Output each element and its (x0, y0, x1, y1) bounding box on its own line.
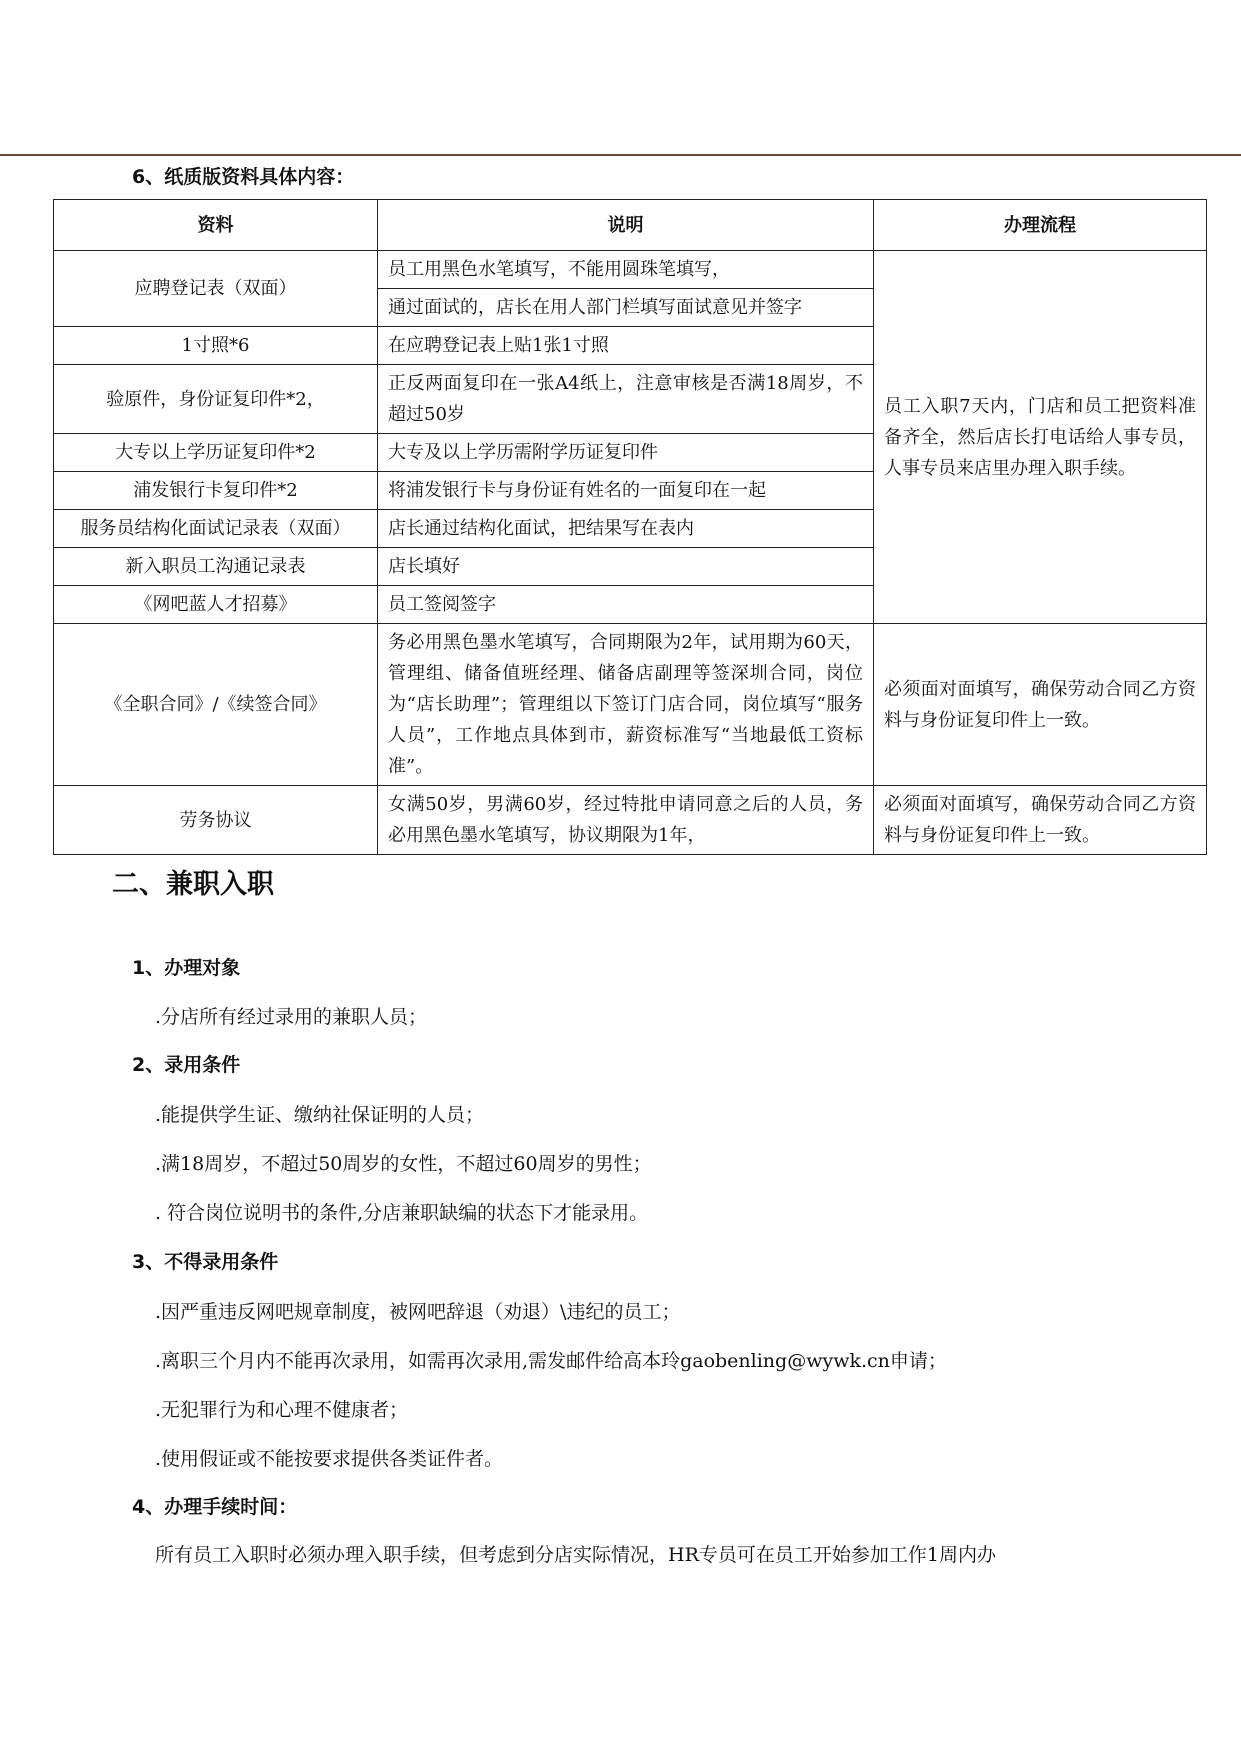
desc-cell: 大专及以上学历需附学历证复印件 (378, 434, 874, 472)
desc-cell: 店长通过结构化面试，把结果写在表内 (378, 510, 874, 548)
list-item: .使用假证或不能按要求提供各类证件者。 (155, 1448, 504, 1470)
s2-heading: 2、录用条件 (132, 1054, 241, 1076)
item-cell: 应聘登记表（双面） (54, 251, 378, 327)
list-item: . 符合岗位说明书的条件,分店兼职缺编的状态下才能录用。 (155, 1202, 649, 1224)
desc-cell: 员工用黑色水笔填写，不能用圆珠笔填写， (378, 251, 874, 289)
desc-cell: 员工签阅签字 (378, 586, 874, 624)
list-item: .满18周岁，不超过50周岁的女性，不超过60周岁的男性； (155, 1153, 652, 1175)
desc-cell: 将浦发银行卡与身份证有姓名的一面复印在一起 (378, 472, 874, 510)
item-cell: 新入职员工沟通记录表 (54, 548, 378, 586)
list-item: .离职三个月内不能再次录用，如需再次录用,需发邮件给高本玲gaobenling@wywk.cn申请； (155, 1350, 947, 1372)
item-cell: 验原件，身份证复印件*2， (54, 365, 378, 434)
desc-cell: 正反两面复印在一张A4纸上，注意审核是否满18周岁，不超过50岁 (378, 365, 874, 434)
header-cell: 说明 (378, 200, 874, 251)
materials-table (53, 199, 1207, 855)
item-cell: 大专以上学历证复印件*2 (54, 434, 378, 472)
header-cell: 资料 (54, 200, 378, 251)
list-item: .无犯罪行为和心理不健康者； (155, 1399, 409, 1421)
item-cell: 服务员结构化面试记录表（双面） (54, 510, 378, 548)
desc-cell: 通过面试的，店长在用人部门栏填写面试意见并签字 (378, 289, 874, 327)
desc-cell: 在应聘登记表上贴1张1寸照 (378, 327, 874, 365)
list-item: .分店所有经过录用的兼职人员； (155, 1006, 428, 1028)
item-cell: 浦发银行卡复印件*2 (54, 472, 378, 510)
process-cell: 必须面对面填写，确保劳动合同乙方资料与身份证复印件上一致。 (874, 624, 1207, 786)
table-row (54, 624, 1207, 786)
header-rule (0, 154, 1241, 156)
list-item: .因严重违反网吧规章制度，被网吧辞退（劝退）\违纪的员工； (155, 1301, 681, 1323)
desc-cell: 女满50岁，男满60岁，经过特批申请同意之后的人员，务必用黑色墨水笔填写，协议期限为1年， (378, 786, 874, 855)
process-cell: 员工入职7天内，门店和员工把资料准备齐全，然后店长打电话给人事专员，人事专员来店里办理入职手续。 (874, 251, 1207, 624)
table-header-row (54, 200, 1207, 251)
paragraph: 所有员工入职时必须办理入职手续，但考虑到分店实际情况，HR专员可在员工开始参加工作1周内办 (155, 1544, 996, 1566)
section-6-title: 6、纸质版资料具体内容： (132, 166, 355, 188)
process-cell: 必须面对面填写，确保劳动合同乙方资料与身份证复印件上一致。 (874, 786, 1207, 855)
table-row (54, 251, 1207, 289)
item-cell: 《网吧蓝人才招募》 (54, 586, 378, 624)
part-2-heading: 二、兼职入职 (112, 869, 274, 900)
item-cell: 1寸照*6 (54, 327, 378, 365)
s1-heading: 1、办理对象 (132, 957, 241, 979)
item-cell: 《全职合同》/《续签合同》 (54, 624, 378, 786)
desc-cell: 店长填好 (378, 548, 874, 586)
header-cell: 办理流程 (874, 200, 1207, 251)
table-row (54, 786, 1207, 855)
list-item: .能提供学生证、缴纳社保证明的人员； (155, 1104, 485, 1126)
desc-cell: 务必用黑色墨水笔填写，合同期限为2年，试用期为60天，管理组、储备值班经理、储备店副理等签深圳合同，岗位为“店长助理”；管理组以下签订门店合同，岗位填写“服务人员”，工作地点具体到市，薪资标准写“当地最低工资标准”。 (378, 624, 874, 786)
s4-heading: 4、办理手续时间： (132, 1496, 298, 1518)
s3-heading: 3、不得录用条件 (132, 1251, 279, 1273)
item-cell: 劳务协议 (54, 786, 378, 855)
